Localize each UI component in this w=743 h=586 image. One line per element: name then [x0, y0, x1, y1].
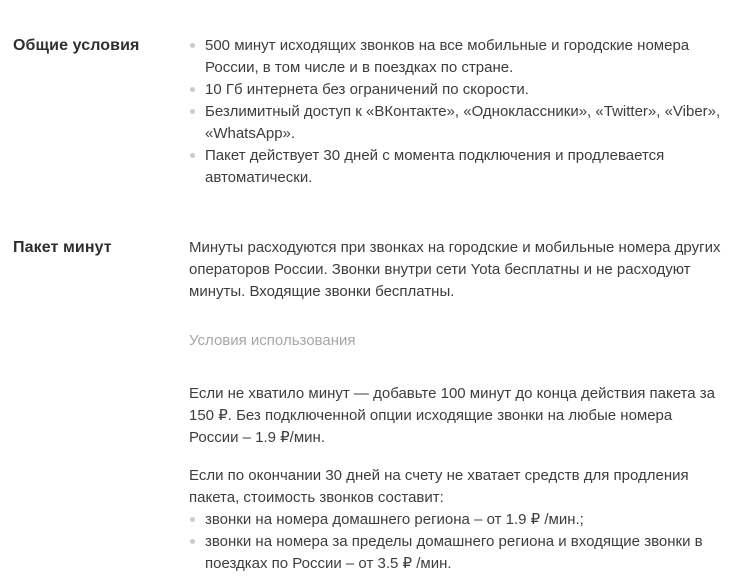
list-item: 500 минут исходящих звонков на все мобильные и городские номера России, в том числе и в поездках по стране. — [189, 35, 723, 79]
overage-rates-list — [189, 509, 723, 575]
section-title-general: Общие условия — [13, 37, 140, 54]
section-minutes-package — [0, 237, 743, 575]
list-item: 10 Гб интернета без ограничений по скорости. — [189, 79, 723, 101]
usage-terms-subheading: Условия использования — [189, 332, 356, 349]
general-conditions-list — [189, 35, 723, 189]
list-item: звонки на номера за пределы домашнего региона и входящие звонки в поездках по России – от 3.5 ₽ /мин. — [189, 531, 723, 575]
list-item: звонки на номера домашнего региона – от 1.9 ₽ /мин.; — [189, 509, 723, 531]
list-item: Безлимитный доступ к «ВКонтакте», «Одноклассники», «Twitter», «Viber», «WhatsApp». — [189, 101, 723, 145]
section-general-conditions — [0, 35, 743, 189]
list-item: Пакет действует 30 дней с момента подключения и продлевается автоматически. — [189, 145, 723, 189]
add-minutes-paragraph: Если не хватило минут — добавьте 100 минут до конца действия пакета за 150 ₽. Без подключенной опции исходящие звонки на любые номера России – 1.9 ₽/мин. — [189, 385, 715, 446]
minutes-package-content — [189, 237, 723, 575]
general-conditions-content — [189, 35, 723, 189]
minutes-usage-paragraph: Минуты расходуются при звонках на городские и мобильные номера других операторов России. Звонки внутри сети Yota бесплатны и не расходуют минуты. Входящие звонки бесплатны. — [189, 239, 721, 300]
package-expiry-paragraph: Если по окончании 30 дней на счету не хватает средств для продления пакета, стоимость звонков составит: — [189, 467, 689, 506]
section-title-minutes: Пакет минут — [13, 239, 112, 256]
